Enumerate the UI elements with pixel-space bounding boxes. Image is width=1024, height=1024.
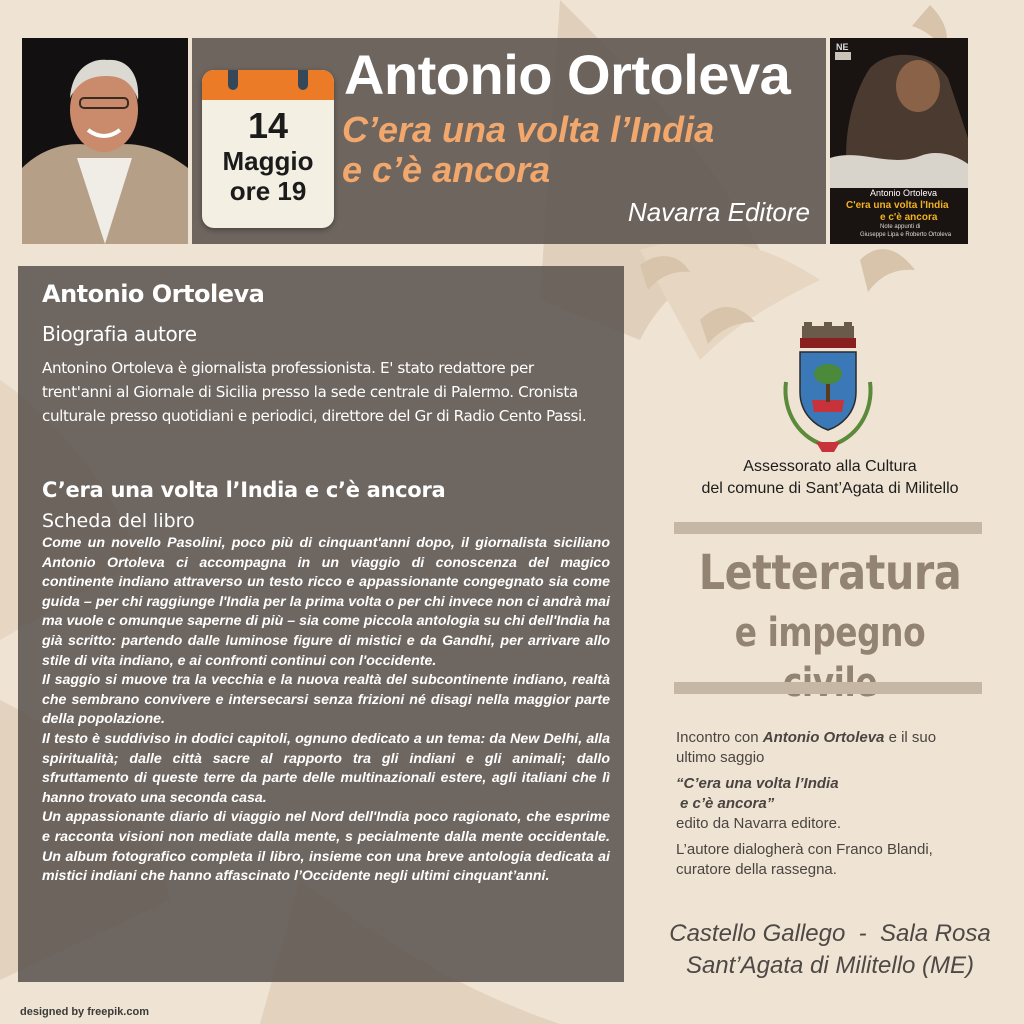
bio-subheading: Biografia autore bbox=[42, 322, 197, 346]
book-paragraph: Il testo è suddiviso in dodici capitoli, ognuno dedicato a un tema: da New Delhi, alla spiritualità; dalle città sacre al rapporto tra gli indiani e gli animali; dallo sfruttamento di queste terre da parte delle multinazionali estere, agli italiani che lì hanno trovato una seconda casa. bbox=[42, 730, 610, 806]
calendar-day: 14 bbox=[247, 105, 289, 146]
book-cover-title-line1: C'era una volta l'India bbox=[846, 200, 949, 211]
divider-bottom bbox=[674, 682, 982, 694]
series-title-line1: Letteratura bbox=[698, 545, 962, 601]
event-intro-rest: e il suo bbox=[888, 729, 937, 746]
venue-line1: Castello Gallego - Sala Rosa bbox=[669, 920, 991, 947]
calendar-month: Maggio bbox=[222, 146, 314, 176]
book-cover-author: Antonio Ortoleva bbox=[870, 188, 938, 198]
venue-line2: Sant’Agata di Militello (ME) bbox=[685, 952, 975, 979]
event-info bbox=[676, 728, 996, 880]
venue bbox=[660, 918, 1000, 982]
event-intro: Incontro con bbox=[676, 729, 759, 746]
event-title-line1: “C’era una volta l’India bbox=[676, 775, 839, 792]
book-paragraph: Come un novello Pasolini, poco più di cinquant'anni dopo, il giornalista siciliano Antonio Ortoleva ci accompagna in un viaggio di conoscenza del magico continente indiano attraverso un testo ricco e appassionante congegnato sia come guida – per chi raggiunge l'India per la prima volta o per chi invece non ci andrà mai ma vuole c omunque saperne di più – sia come piccola antologia su chi dell'India ha già scritto: partendo dalle luminose figure di mistici e da Gandhi, per arrivare allo stile di vita indiano, e ai confronti continui con l'occidente. bbox=[42, 535, 610, 669]
book-subheading: Scheda del libro bbox=[42, 510, 195, 532]
header-book-title-line2: e c’è ancora bbox=[342, 149, 551, 190]
header-book-title bbox=[342, 110, 822, 190]
book-cover-publisher-mark: NE bbox=[836, 42, 849, 52]
event-dialogue-line2: curatore della rassegna. bbox=[676, 861, 837, 878]
event-edited-by: edito da Navarra editore. bbox=[676, 815, 842, 832]
bio-text: Antonino Ortoleva è giornalista professionista. E' stato redattore per trent'anni al Giornale di Sicilia presso la sede centrale di Palermo. Cronista culturale presso quotidiani e periodici, direttore del Gr di Radio Cento Passi. bbox=[42, 359, 587, 425]
book-cover-title-line2: e c'è ancora bbox=[880, 212, 938, 223]
calendar-top-bar bbox=[202, 70, 334, 100]
calendar-time: ore 19 bbox=[229, 176, 307, 206]
header-book-title-line1: C’era una volta l’India bbox=[342, 109, 715, 150]
divider-top bbox=[674, 522, 982, 534]
date-calendar bbox=[202, 70, 334, 228]
book-paragraph: Un appassionante diario di viaggio nel Nord dell'India poco ragionato, che esprime e racconta visioni non mediate dalla mente, s pecialmente dalla mente occidentale. Un album fotografico completa il libro, insieme con una breve antologia dedicata ai mistici indiani che hanno affascinato l’Occidente negli ultimi cinquant’anni. bbox=[42, 809, 610, 885]
event-author: Antonio Ortoleva bbox=[762, 729, 885, 746]
book-description bbox=[42, 534, 610, 887]
book-cover-image bbox=[830, 38, 968, 244]
calendar-ring-icon bbox=[298, 70, 308, 90]
series-title-line2: e impegno bbox=[734, 610, 926, 656]
book-heading: C’era una volta l’India e c’è ancora bbox=[42, 478, 446, 502]
header-author-name: Antonio Ortoleva bbox=[344, 43, 791, 106]
bio-heading: Antonio Ortoleva bbox=[42, 280, 265, 308]
event-title-line2: e c’è ancora” bbox=[680, 795, 775, 812]
sponsor-line2: del comune di Sant’Agata di Militello bbox=[701, 480, 959, 497]
author-photo bbox=[22, 38, 188, 244]
header-publisher: Navarra Editore bbox=[627, 197, 810, 227]
event-intro-line bbox=[676, 728, 996, 748]
book-cover-note-line2: Giuseppe Lipa e Roberto Ortoleva bbox=[860, 232, 952, 238]
event-dialogue-line1: L’autore dialogherà con Franco Blandi, bbox=[676, 841, 933, 858]
calendar-ring-icon bbox=[228, 70, 238, 90]
book-cover-note-line1: Note appunti di bbox=[880, 224, 921, 230]
sponsor-line1: Assessorato alla Cultura bbox=[743, 458, 917, 475]
sponsor-text bbox=[660, 456, 1000, 500]
design-credit: designed by freepik.com bbox=[20, 1006, 149, 1018]
coat-of-arms-icon bbox=[776, 322, 884, 458]
book-paragraph: Il saggio si muove tra la vecchia e la nuova realtà del subcontinente indiano, realtà che sembrano convivere e intersecarsi senza frizioni né disagi nella maggior parte della popolazione. bbox=[42, 672, 610, 728]
event-line2: ultimo saggio bbox=[676, 749, 765, 766]
